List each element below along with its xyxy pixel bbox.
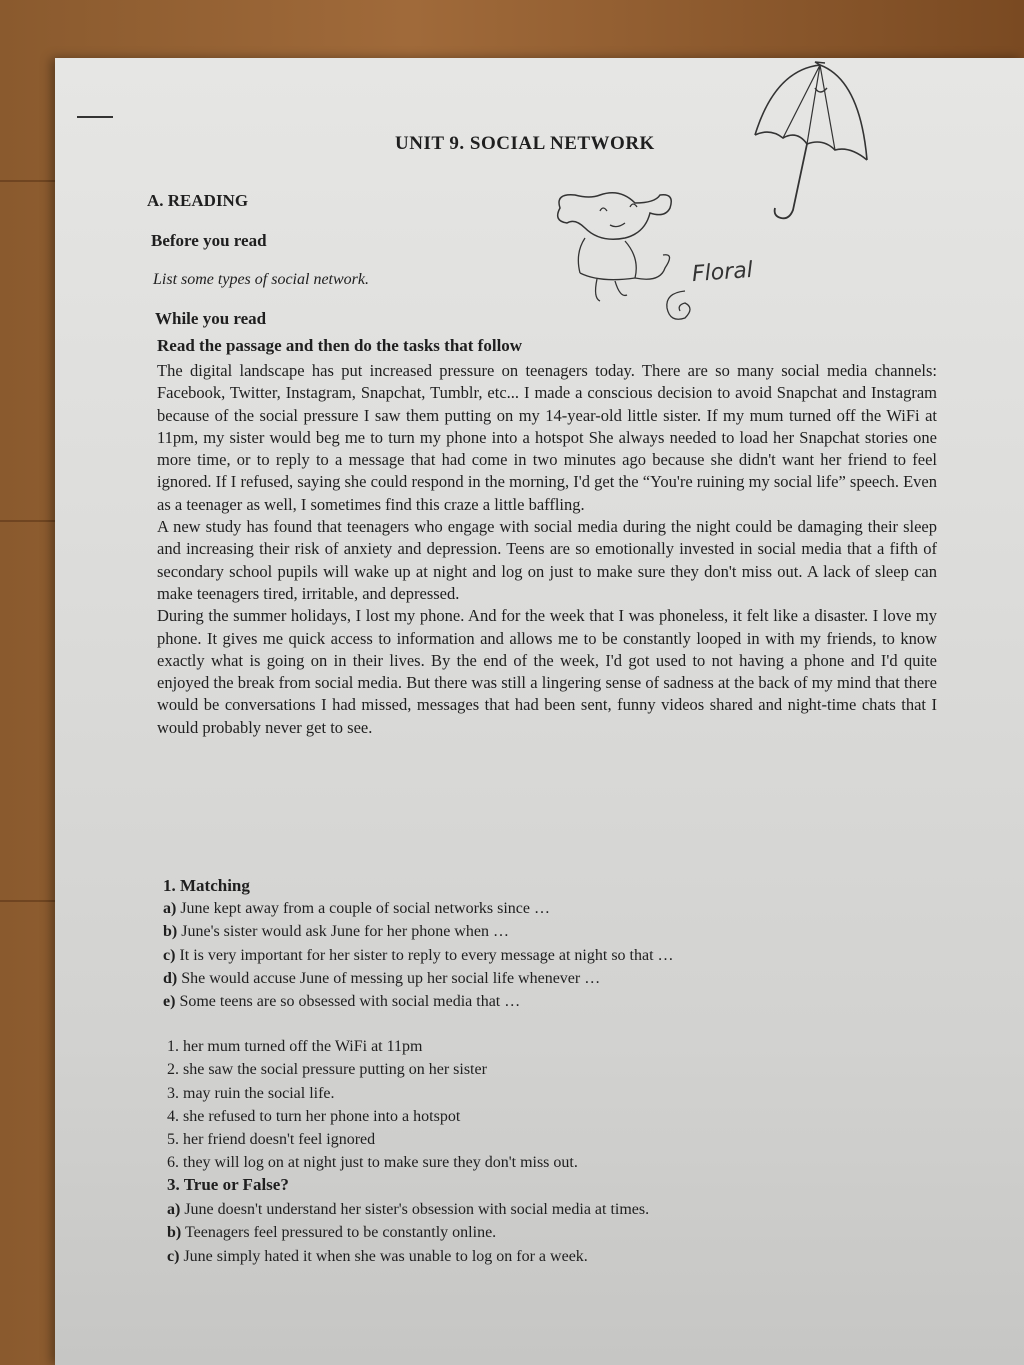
passage-paragraph: A new study has found that teenagers who engage with social media during the night could be damaging their sleep and increasing their risk of anxiety and depression. Teens are so emotionally invested in social media that a fifth of secondary school pupils will wake up at night and log on just to make sure they don't miss out. A lack of sleep can make teenagers tired, irritable, and depressed. [157,517,937,603]
list-item: d) She would accuse June of messing up her social life whenever … [163,969,601,987]
list-item: 4. she refused to turn her phone into a hotspot [167,1107,461,1125]
list-item: a) June kept away from a couple of social networks since … [163,900,550,917]
passage-paragraph: During the summer holidays, I lost my phone. And for the week that I was phoneless, it felt like a disaster. I love my phone. It gives me quick access to information and allows me to be constantly looped in with my friends, to know exactly what is going on in their lives. By the end of the week, I'd got used to not having a phone and I'd quite enjoyed the break from social media. But there was still a lingering sense of sadness at the back of my mind that there would be conversations I had missed, messages that had been sent, funny videos shared and night-time chats that I would probably never get to see. [157,606,937,737]
reading-passage [157,360,937,739]
doodle-signature: Floral [691,257,754,288]
section-a-heading: A. READING [147,191,249,210]
true-false-items [167,1198,649,1268]
matching-heading: 1. Matching [163,876,250,895]
worksheet-page [55,58,1024,1365]
list-item: 3. may ruin the social life. [167,1084,335,1102]
list-item: 1. her mum turned off the WiFi at 11pm [167,1038,423,1055]
list-item: 5. her friend doesn't feel ignored [167,1131,376,1149]
matching-stems [163,897,674,1013]
matching-options [167,1035,578,1175]
list-item: c) June simply hated it when she was unable to log on for a week. [167,1247,588,1265]
passage-paragraph: The digital landscape has put increased pressure on teenagers today. There are so many social media channels: Facebook, Twitter, Instagram, Snapchat, Tumblr, etc... I made a conscious decision to avoid Snapchat and Instagram because of the social pressure I saw them putting on my 14-year-old little sister. If my mum turned off the WiFi at 11pm, my sister would beg me to turn my phone into a hotspot She always needed to load her Snapchat stories one more time, or to reply to a message that had come in two minutes ago because she didn't want her friend to feel ignored. If I refused, saying she could respond in the morning, I'd get the “You're ruining my social life” speech. Even as a teenager as well, I sometimes find this craze a little baffling. [157,361,937,514]
unit-title: UNIT 9. SOCIAL NETWORK [395,133,655,154]
before-read-task: List some types of social network. [153,271,369,288]
list-item: e) Some teens are so obsessed with social media that … [163,993,521,1011]
umbrella-drawing [745,60,875,225]
list-item: c) It is very important for her sister to reply to every message at night so that … [163,946,674,964]
while-read-heading: While you read [155,309,267,328]
creature-doodle [545,183,695,328]
list-item: 2. she saw the social pressure putting on her sister [167,1061,487,1079]
passage-instruction: Read the passage and then do the tasks that follow [157,336,523,355]
true-false-heading: 3. True or False? [167,1175,289,1194]
pen-mark [77,116,113,118]
list-item: b) June's sister would ask June for her phone when … [163,923,509,941]
list-item: b) Teenagers feel pressured to be constantly online. [167,1224,497,1242]
list-item: a) June doesn't understand her sister's obsession with social media at times. [167,1201,650,1218]
before-read-heading: Before you read [151,231,267,250]
list-item: 6. they will log on at night just to make sure they don't miss out. [167,1154,578,1172]
